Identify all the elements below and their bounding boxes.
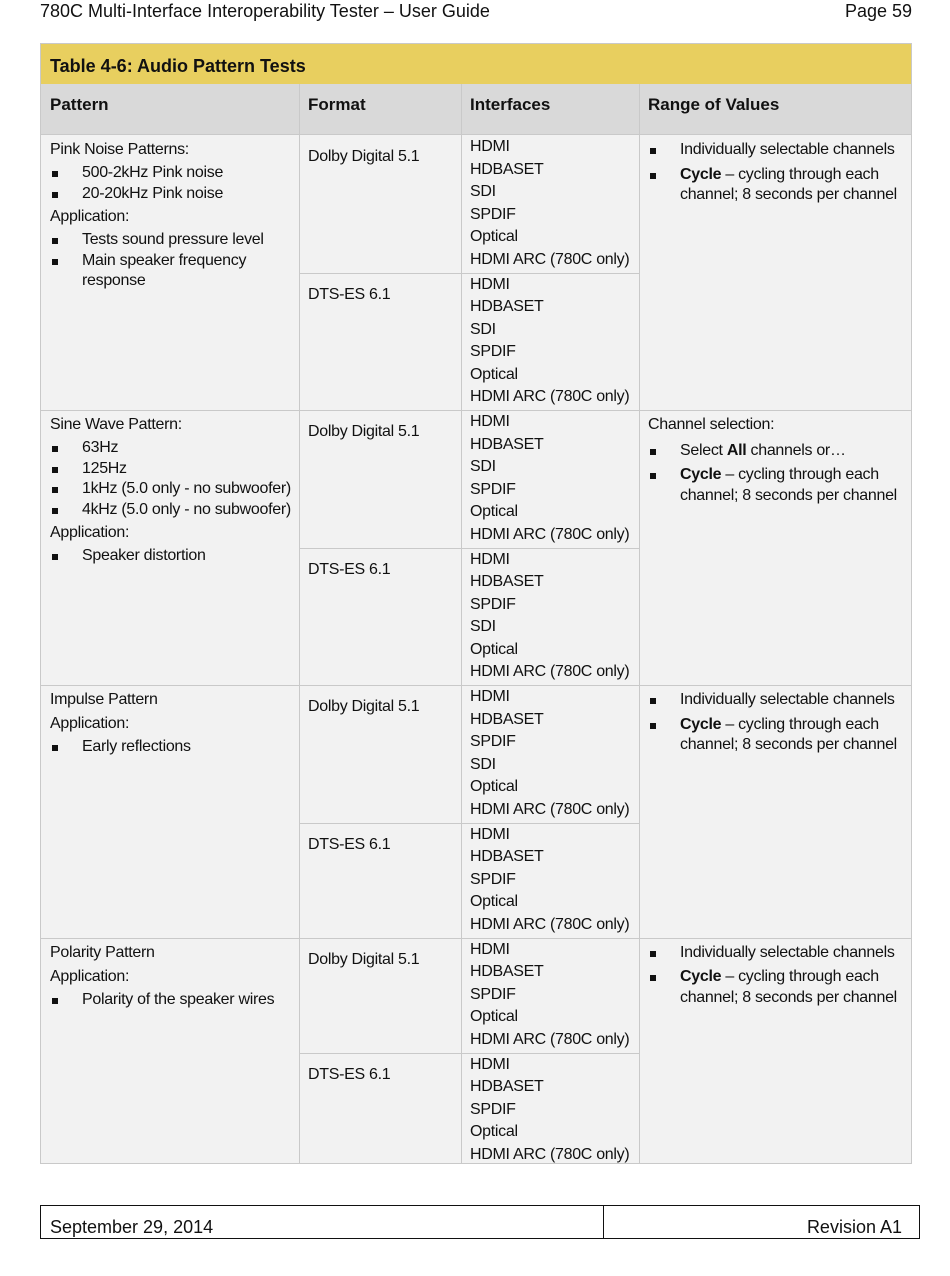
interface-item: SPDIF bbox=[470, 1100, 516, 1118]
format-name: DTS-ES 6.1 bbox=[308, 285, 391, 303]
interface-item: Optical bbox=[470, 503, 518, 520]
interface-item: HDMI bbox=[470, 940, 510, 958]
interface-item: HDBASET bbox=[470, 160, 544, 178]
format-name: Dolby Digital 5.1 bbox=[308, 148, 420, 165]
format-cell bbox=[308, 1064, 390, 1086]
format-name: DTS-ES 6.1 bbox=[308, 835, 391, 853]
interface-item: Optical bbox=[470, 365, 518, 383]
page-footer bbox=[40, 1205, 920, 1239]
range-item-keyword: All bbox=[726, 441, 747, 459]
interface-item: HDMI bbox=[470, 413, 510, 430]
range-item-keyword: Cycle bbox=[680, 165, 722, 183]
range-item bbox=[648, 441, 898, 462]
range-item-text: – cycling through each channel; 8 seconds per channel bbox=[680, 715, 897, 753]
interfaces-cell bbox=[470, 411, 629, 546]
interface-item: Optical bbox=[470, 640, 518, 658]
interface-item: HDBASET bbox=[470, 848, 544, 865]
range-item-text: Individually selectable channels bbox=[680, 943, 895, 961]
pattern-item: 63Hz bbox=[50, 438, 295, 459]
format-name: Dolby Digital 5.1 bbox=[308, 950, 420, 968]
interface-item: SPDIF bbox=[470, 205, 516, 223]
range-item bbox=[648, 943, 898, 964]
format-cell bbox=[308, 696, 419, 718]
pattern-item: 125Hz bbox=[50, 459, 295, 480]
interface-item: HDBASET bbox=[470, 573, 544, 590]
range-item-text: Individually selectable channels bbox=[680, 691, 895, 708]
interface-item: HDMI ARC (780C only) bbox=[470, 250, 630, 268]
range-intro: Channel selection: bbox=[648, 416, 775, 433]
range-cell bbox=[648, 690, 898, 760]
range-cell bbox=[648, 140, 898, 210]
interface-item: Optical bbox=[470, 893, 518, 910]
interface-item: HDMI bbox=[470, 138, 510, 155]
interface-item: HDMI ARC (780C only) bbox=[470, 1030, 630, 1048]
interface-item: HDBASET bbox=[470, 298, 544, 315]
interfaces-cell bbox=[470, 136, 629, 271]
column-divider bbox=[639, 84, 640, 1163]
column-header-pattern: Pattern bbox=[41, 84, 299, 135]
range-item bbox=[648, 140, 898, 161]
audio-pattern-table bbox=[40, 43, 912, 1164]
range-item bbox=[648, 165, 898, 206]
format-cell bbox=[308, 421, 419, 443]
interface-item: HDMI bbox=[470, 1055, 510, 1073]
interface-item: HDBASET bbox=[470, 710, 544, 728]
application-label: Application: bbox=[50, 524, 130, 541]
pattern-heading: Polarity Pattern bbox=[50, 943, 155, 961]
interface-item: SDI bbox=[470, 320, 496, 338]
interface-item: HDMI bbox=[470, 550, 510, 568]
interface-item: SPDIF bbox=[470, 733, 516, 750]
interface-item: Optical bbox=[470, 228, 518, 245]
page-number: Page 59 bbox=[844, 1, 912, 21]
format-cell bbox=[308, 834, 390, 856]
application-item: Tests sound pressure level bbox=[50, 230, 282, 251]
range-item-keyword: Cycle bbox=[680, 715, 722, 733]
footer-revision: Revision A1 bbox=[806, 1217, 902, 1237]
interface-item: Optical bbox=[470, 1008, 518, 1025]
interface-item: HDMI ARC (780C only) bbox=[470, 1145, 630, 1163]
range-item-keyword: Cycle bbox=[680, 968, 722, 985]
interfaces-cell bbox=[470, 549, 629, 684]
pattern-cell bbox=[50, 139, 295, 292]
interfaces-cell bbox=[470, 939, 629, 1052]
application-item: Main speaker frequency response bbox=[50, 251, 282, 292]
column-divider bbox=[461, 84, 462, 1163]
table-title: Table 4-6: Audio Pattern Tests bbox=[41, 44, 911, 84]
interface-item: HDMI ARC (780C only) bbox=[470, 800, 630, 818]
interface-item: SPDIF bbox=[470, 480, 516, 498]
interface-item: Optical bbox=[470, 1123, 518, 1140]
pattern-heading: Sine Wave Pattern: bbox=[50, 416, 182, 433]
range-item-text: channels or… bbox=[746, 441, 846, 459]
interface-item: HDMI bbox=[470, 688, 510, 705]
application-label: Application: bbox=[50, 208, 130, 225]
format-name: DTS-ES 6.1 bbox=[308, 560, 391, 578]
pattern-heading: Pink Noise Patterns: bbox=[50, 141, 189, 158]
range-item-text: Individually selectable channels bbox=[680, 141, 895, 158]
interface-item: SPDIF bbox=[470, 595, 516, 613]
application-item: Early reflections bbox=[50, 737, 282, 758]
range-item bbox=[648, 690, 898, 711]
pattern-heading: Impulse Pattern bbox=[50, 691, 158, 708]
interface-item: SPDIF bbox=[470, 985, 516, 1003]
pattern-item: 4kHz (5.0 only - no subwoofer) bbox=[50, 500, 295, 521]
interface-item: HDMI ARC (780C only) bbox=[470, 915, 630, 933]
interface-item: SDI bbox=[470, 755, 496, 773]
format-name: Dolby Digital 5.1 bbox=[308, 698, 420, 715]
application-label: Application: bbox=[50, 715, 130, 732]
format-cell bbox=[308, 146, 419, 168]
format-cell bbox=[308, 284, 390, 306]
interface-item: HDMI bbox=[470, 275, 510, 293]
interface-item: HDMI ARC (780C only) bbox=[470, 388, 630, 405]
pattern-item: 20-20kHz Pink noise bbox=[50, 184, 295, 205]
range-item bbox=[648, 967, 898, 1008]
interfaces-cell bbox=[470, 686, 629, 821]
application-item: Speaker distortion bbox=[50, 546, 282, 567]
interface-item: SDI bbox=[470, 618, 496, 635]
pattern-item: 1kHz (5.0 only - no subwoofer) bbox=[50, 479, 295, 500]
format-name: Dolby Digital 5.1 bbox=[308, 423, 420, 440]
interfaces-cell bbox=[470, 824, 629, 937]
interface-item: HDMI bbox=[470, 825, 510, 843]
range-item bbox=[648, 465, 898, 506]
footer-divider bbox=[603, 1206, 604, 1238]
pattern-cell bbox=[50, 942, 295, 1011]
interface-item: SDI bbox=[470, 183, 496, 200]
interface-item: HDBASET bbox=[470, 963, 544, 980]
range-item-prefix: Select bbox=[680, 441, 727, 459]
interface-item: SPDIF bbox=[470, 870, 516, 888]
column-header-range: Range of Values bbox=[639, 84, 911, 135]
interfaces-cell bbox=[470, 274, 629, 409]
pattern-item: 500-2kHz Pink noise bbox=[50, 163, 295, 184]
range-item bbox=[648, 715, 898, 756]
range-item-text: – cycling through each channel; 8 seconds per channel bbox=[680, 466, 897, 504]
format-cell bbox=[308, 559, 390, 581]
interface-item: SPDIF bbox=[470, 343, 516, 360]
format-cell bbox=[308, 949, 419, 971]
range-cell bbox=[648, 415, 898, 510]
interface-item: HDBASET bbox=[470, 1078, 544, 1095]
column-header-format: Format bbox=[299, 84, 461, 135]
interface-item: HDMI ARC (780C only) bbox=[470, 663, 630, 680]
interfaces-cell bbox=[470, 1054, 629, 1167]
range-item-keyword: Cycle bbox=[680, 466, 722, 483]
pattern-cell bbox=[50, 689, 295, 758]
column-divider bbox=[299, 84, 300, 1163]
column-header-interfaces: Interfaces bbox=[461, 84, 639, 135]
format-name: DTS-ES 6.1 bbox=[308, 1065, 391, 1083]
range-cell bbox=[648, 943, 898, 1013]
interface-item: SDI bbox=[470, 458, 496, 475]
range-item-text: – cycling through each channel; 8 seconds per channel bbox=[680, 968, 897, 1006]
document-title: 780C Multi-Interface Interoperability Tester – User Guide bbox=[40, 1, 490, 21]
interface-item: Optical bbox=[470, 778, 518, 795]
footer-date: September 29, 2014 bbox=[50, 1217, 214, 1237]
interface-item: HDBASET bbox=[470, 435, 544, 453]
interface-item: HDMI ARC (780C only) bbox=[470, 525, 630, 543]
pattern-cell bbox=[50, 414, 295, 567]
range-item-text: – cycling through each channel; 8 seconds per channel bbox=[680, 165, 897, 203]
application-item: Polarity of the speaker wires bbox=[50, 990, 282, 1011]
application-label: Application: bbox=[50, 967, 130, 985]
